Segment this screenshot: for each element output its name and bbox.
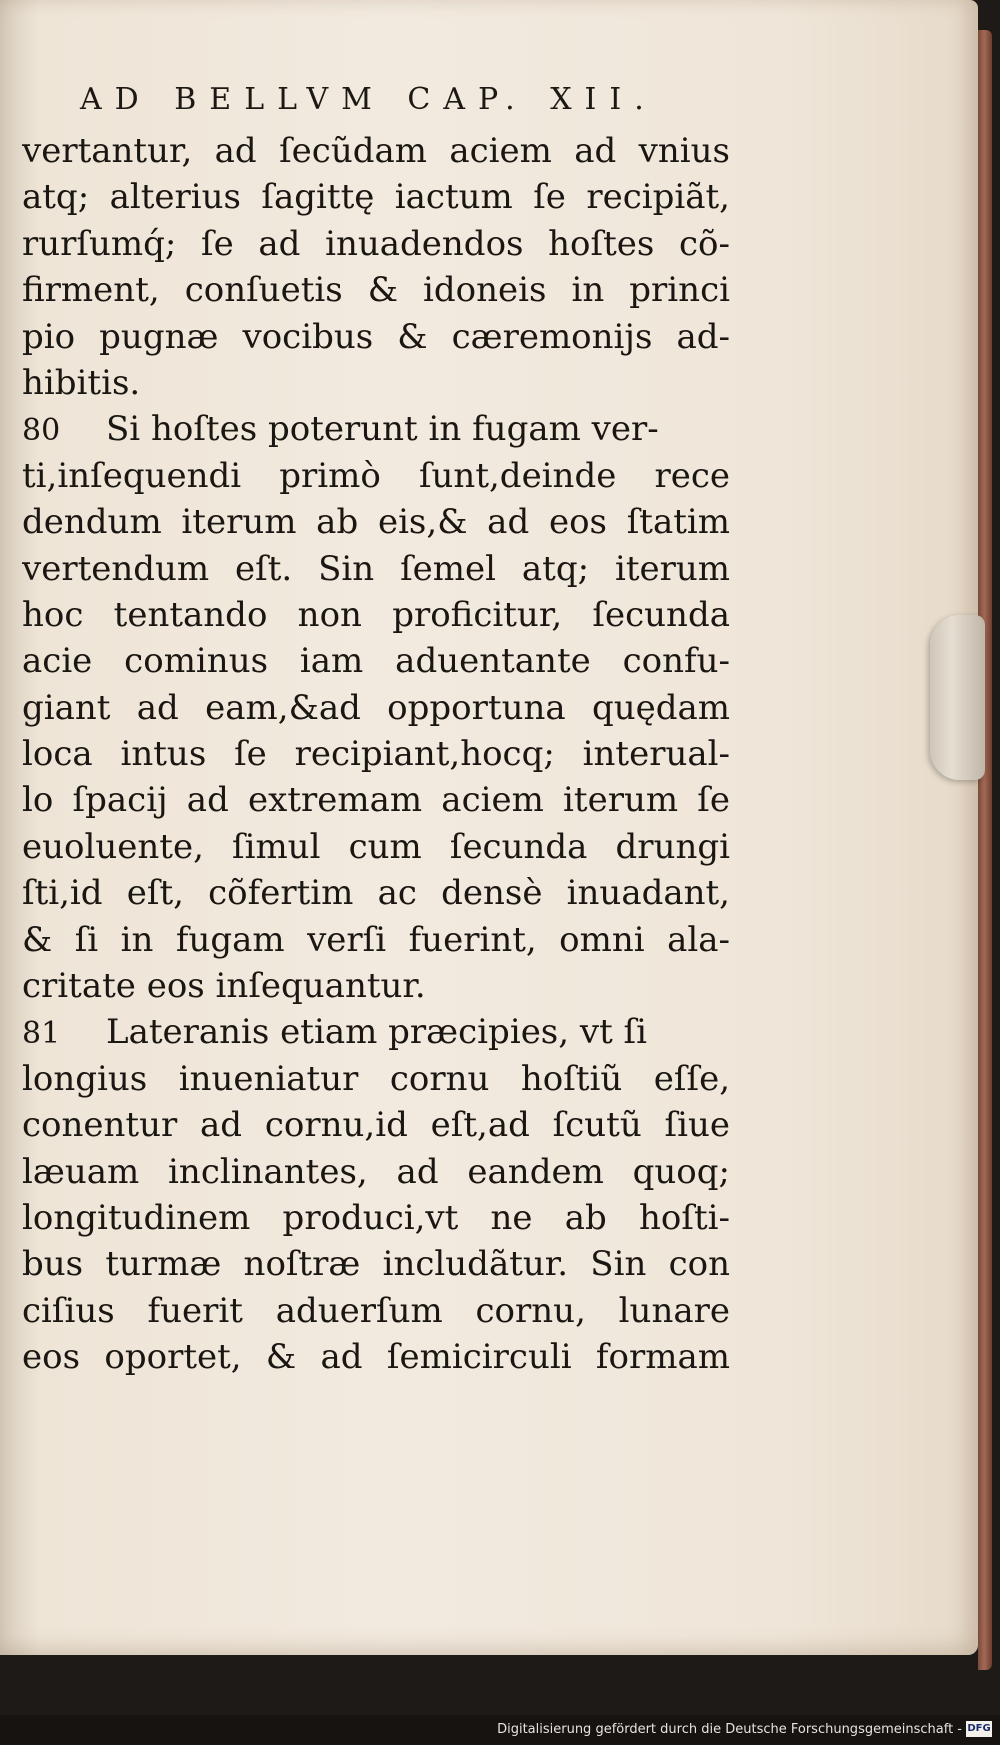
paragraph-number: 81 [22, 1016, 61, 1052]
text-line: bus turmæ noſtræ includãtur. Sin con [22, 1244, 730, 1285]
text-line: vertendum eſt. Sin ſemel atq; iterum [22, 548, 730, 589]
text-line: vertantur, ad ſecũdam aciem ad vnius [22, 131, 730, 171]
text-line: hibitis. [22, 362, 141, 403]
paragraph-number: 80 [22, 413, 61, 449]
footer-credit: Digitalisierung gefördert durch die Deutsche Forschungsgemeinschaft - [497, 1722, 962, 1737]
text-line: critate eos inſequantur. [22, 966, 426, 1007]
dfg-logo: DFG [966, 1721, 992, 1737]
text-line: Lateranis etiam præcipies, vt ſi [106, 1012, 648, 1053]
text-line: eos oportet, & ad ſemicirculi formam [22, 1337, 730, 1378]
text-line: lo ſpacij ad extremam aciem iterum ſe [22, 780, 730, 821]
text-line: rurſumq́; ſe ad inuadendos hoſtes cõ- [22, 223, 730, 264]
text-line: atq; alterius ſagittę iactum ſe recipiãt, [22, 177, 730, 218]
text-line: pio pugnæ vocibus & cæremonijs ad- [22, 316, 730, 357]
text-line: giant ad eam,&ad opportuna quędam [22, 687, 730, 728]
text-line: dendum iterum ab eis,& ad eos ſtatim [22, 502, 730, 543]
text-line: longitudinem produci,vt ne ab hoſti- [22, 1197, 730, 1238]
text-line: euoluente, ſimul cum ſecunda drungi [22, 826, 730, 867]
text-line: ciſius fuerit aduerſum cornu, lunare [22, 1290, 730, 1331]
text-line: longius inueniatur cornu hoſtiũ eſſe, [22, 1058, 730, 1099]
text-line: læuam inclinantes, ad eandem quoq; [22, 1151, 730, 1192]
text-line: ſti,id eſt, cõfertim ac densè inuadant, [22, 873, 730, 914]
text-line: ti,inſequendi primò ſunt,deinde rece [22, 455, 730, 496]
text-line: hoc tentando non proficitur, ſecunda [22, 594, 730, 635]
text-line: Si hoſtes poterunt in fugam ver- [106, 409, 659, 450]
running-head: AD BELLVM CAP. XII. [80, 82, 657, 117]
paragraph-80-first-line [22, 406, 730, 452]
paragraph-81-first-line [22, 1009, 730, 1055]
body-text [22, 128, 730, 1381]
text-line: conentur ad cornu,id eſt,ad ſcutũ ſiue [22, 1105, 730, 1146]
text-line: acie cominus iam aduentante confu- [22, 641, 730, 682]
page-clip [930, 615, 985, 780]
book-edge [978, 30, 992, 1670]
text-line: loca intus ſe recipiant,hocq; interual- [22, 734, 730, 775]
digitization-footer [0, 1715, 1000, 1745]
text-line: & ſi in fugam verſi fuerint, omni ala- [22, 919, 730, 960]
text-line: firment, conſuetis & idoneis in princi [22, 270, 730, 311]
